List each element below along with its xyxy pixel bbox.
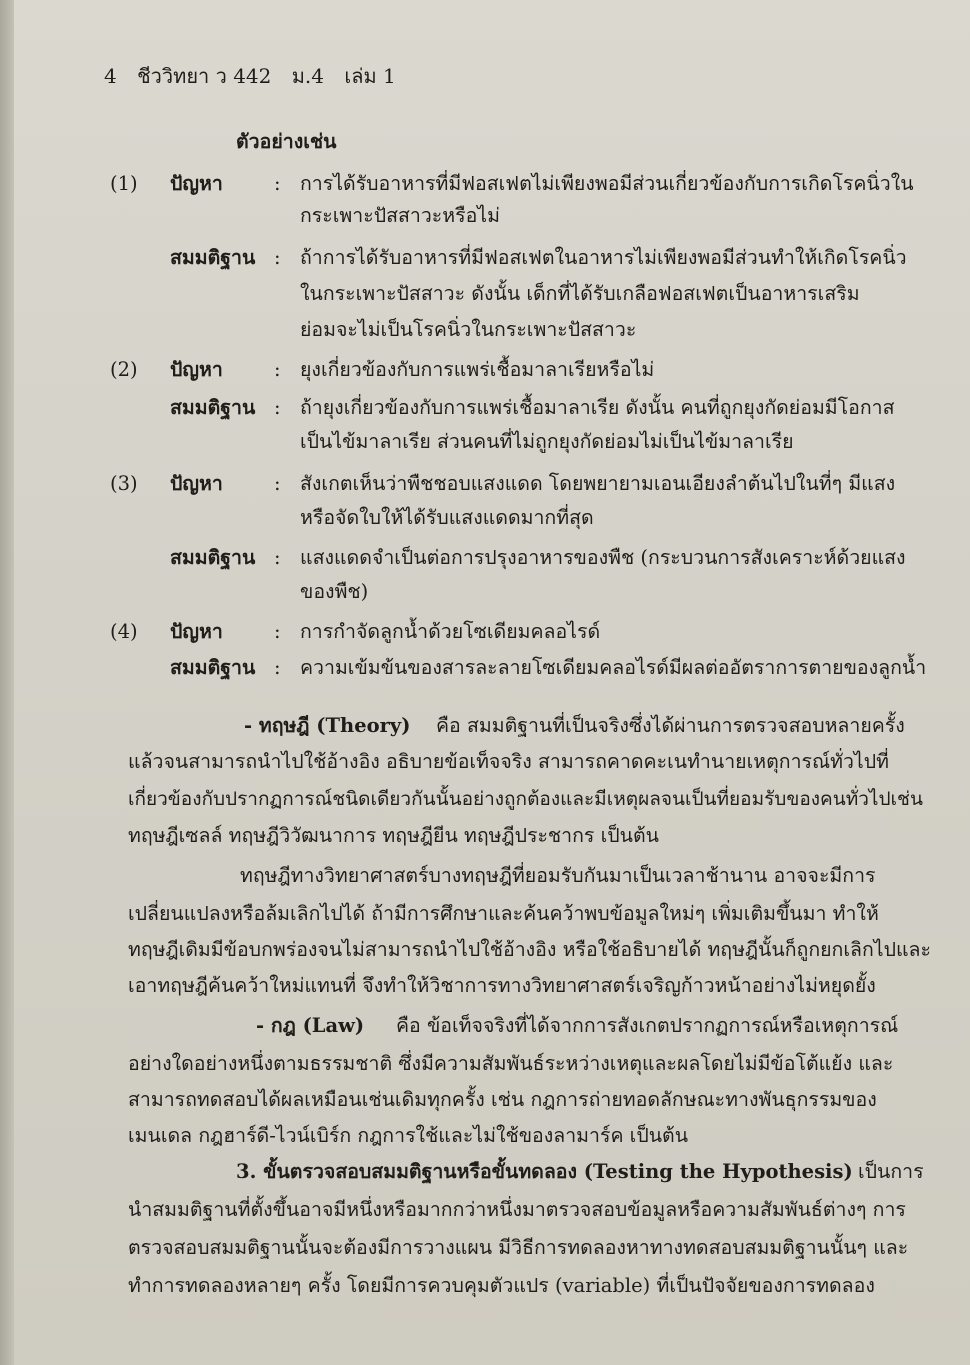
- subject-title: ชีววิทยา ว 442: [137, 64, 272, 88]
- page-binding-edge: [0, 0, 14, 1365]
- theory-text-line: ทฤษฎีเซลล์ ทฤษฎีวิวัฒนาการ ทฤษฎียีน ทฤษฎีประชากร เป็นต้น: [128, 824, 659, 847]
- law-term: - กฎ (Law): [256, 1014, 365, 1037]
- grade-level: ม.4: [291, 64, 325, 88]
- theory-change-text-line: ทฤษฎีทางวิทยาศาสตร์บางทฤษฎีที่ยอมรับกันมาเป็นเวลาช้านาน อาจจะมีการ: [240, 864, 876, 887]
- problem-text-line: การกำจัดลูกน้ำด้วยโซเดียมคลอไรด์: [300, 620, 601, 643]
- running-header: [104, 60, 410, 92]
- problem-label: ปัญหา: [170, 620, 223, 643]
- hypothesis-text-line: ของพืช): [300, 580, 369, 603]
- law-text-line: สามารถทดสอบได้ผลเหมือนเช่นเดิมทุกครั้ง เช่น กฎการถ่ายทอดลักษณะทางพันธุกรรมของ: [128, 1088, 877, 1111]
- law-text-line: อย่างใดอย่างหนึ่งตามธรรมชาติ ซึ่งมีความสัมพันธ์ระหว่างเหตุและผลโดยไม่มีข้อโต้แย้ง และ: [128, 1052, 894, 1075]
- problem-text-line: กระเพาะปัสสาวะหรือไม่: [300, 204, 500, 227]
- law-text-line: เมนเดล กฎฮาร์ดี-ไวน์เบิร์ก กฎการใช้และไม่ใช้ของลามาร์ค เป็นต้น: [128, 1124, 689, 1147]
- problem-text-line: หรือจัดใบให้ได้รับแสงแดดมากที่สุด: [300, 506, 594, 529]
- example-number: (3): [110, 472, 138, 495]
- colon: :: [274, 472, 281, 495]
- volume-label: เล่ม 1: [344, 64, 396, 88]
- hypothesis-text-line: แสงแดดจำเป็นต่อการปรุงอาหารของพืช (กระบวนการสังเคราะห์ด้วยแสง: [300, 546, 906, 569]
- hypothesis-label: สมมติฐาน: [170, 246, 256, 269]
- problem-text-line: ยุงเกี่ยวข้องกับการแพร่เชื้อมาลาเรียหรือไม่: [300, 358, 655, 381]
- hypothesis-label: สมมติฐาน: [170, 656, 256, 679]
- theory-text-line: คือ สมมติฐานที่เป็นจริงซึ่งได้ผ่านการตรวจสอบหลายครั้ง: [436, 714, 905, 737]
- example-number: (2): [110, 358, 138, 381]
- step3-heading: 3. ขั้นตรวจสอบสมมติฐานหรือขั้นทดลอง (Testing the Hypothesis): [236, 1160, 853, 1183]
- hypothesis-label: สมมติฐาน: [170, 396, 256, 419]
- theory-text-line: เกี่ยวข้องกับปรากฏการณ์ชนิดเดียวกันนั้นอย่างถูกต้องและมีเหตุผลจนเป็นที่ยอมรับของคนทั่วไปเช่น: [128, 788, 923, 810]
- step3-text-line: ทำการทดลองหลายๆ ครั้ง โดยมีการควบคุมตัวแปร (variable) ที่เป็นปัจจัยของการทดลอง: [128, 1274, 875, 1297]
- problem-label: ปัญหา: [170, 472, 223, 495]
- theory-term: - ทฤษฎี (Theory): [244, 714, 411, 737]
- hypothesis-text-line: ความเข้มข้นของสารละลายโซเดียมคลอไรด์มีผลต่ออัตราการตายของลูกน้ำ: [300, 656, 927, 679]
- problem-label: ปัญหา: [170, 358, 223, 381]
- law-text-line: คือ ข้อเท็จจริงที่ได้จากการสังเกตปรากฏการณ์หรือเหตุการณ์: [396, 1014, 899, 1037]
- colon: :: [274, 620, 281, 643]
- hypothesis-text-line: ถ้ายุงเกี่ยวข้องกับการแพร่เชื้อมาลาเรีย ดังนั้น คนที่ถูกยุงกัดย่อมมีโอกาส: [300, 396, 895, 419]
- example-number: (1): [110, 172, 138, 195]
- page-number: 4: [104, 64, 117, 88]
- example-number: (4): [110, 620, 138, 643]
- hypothesis-label: สมมติฐาน: [170, 546, 256, 569]
- theory-change-text-line: ทฤษฎีเดิมมีข้อบกพร่องจนไม่สามารถนำไปใช้อ้างอิง หรือใช้อธิบายได้ ทฤษฎีนั้นก็ถูกยกเลิกไปและ: [128, 938, 931, 961]
- problem-text-line: สังเกตเห็นว่าพืชชอบแสงแดด โดยพยายามเอนเอียงลำต้นไปในที่ๆ มีแสง: [300, 472, 896, 495]
- theory-text-line: แล้วจนสามารถนำไปใช้อ้างอิง อธิบายข้อเท็จจริง สามารถคาดคะเนทำนายเหตุการณ์ทั่วไปที่: [128, 750, 889, 773]
- colon: :: [274, 396, 281, 419]
- step3-text-line: นำสมมติฐานที่ตั้งขึ้นอาจมีหนึ่งหรือมากกว่าหนึ่งมาตรวจสอบข้อมูลหรือความสัมพันธ์ต่างๆ การ: [128, 1198, 906, 1221]
- examples-heading: ตัวอย่างเช่น: [236, 130, 337, 153]
- colon: :: [274, 656, 281, 679]
- problem-text-line: การได้รับอาหารที่มีฟอสเฟตไม่เพียงพอมีส่วนเกี่ยวข้องกับการเกิดโรคนิ่วใน: [300, 172, 914, 195]
- hypothesis-text-line: ในกระเพาะปัสสาวะ ดังนั้น เด็กที่ได้รับเกลือฟอสเฟตเป็นอาหารเสริม: [300, 282, 860, 305]
- colon: :: [274, 246, 281, 269]
- hypothesis-text-line: ย่อมจะไม่เป็นโรคนิ่วในกระเพาะปัสสาวะ: [300, 318, 637, 341]
- theory-change-text-line: เอาทฤษฎีค้นคว้าใหม่แทนที่ จึงทำให้วิชาการทางวิทยาศาสตร์เจริญก้าวหน้าอย่างไม่หยุดยั้ง: [128, 974, 876, 997]
- colon: :: [274, 358, 281, 381]
- theory-change-text-line: เปลี่ยนแปลงหรือล้มเลิกไปได้ ถ้ามีการศึกษาและค้นคว้าพบข้อมูลใหม่ๆ เพิ่มเติมขึ้นมา ทำให้: [128, 902, 879, 925]
- colon: :: [274, 546, 281, 569]
- step3-text-line: เป็นการ: [858, 1160, 924, 1183]
- hypothesis-text-line: ถ้าการได้รับอาหารที่มีฟอสเฟตในอาหารไม่เพียงพอมีส่วนทำให้เกิดโรคนิ่ว: [300, 246, 907, 269]
- step3-text-line: ตรวจสอบสมมติฐานนั้นจะต้องมีการวางแผน มีวิธีการทดลองหาทางทดสอบสมมติฐานนั้นๆ และ: [128, 1236, 909, 1259]
- problem-label: ปัญหา: [170, 172, 223, 195]
- colon: :: [274, 172, 281, 195]
- hypothesis-text-line: เป็นไข้มาลาเรีย ส่วนคนที่ไม่ถูกยุงกัดย่อมไม่เป็นไข้มาลาเรีย: [300, 430, 794, 453]
